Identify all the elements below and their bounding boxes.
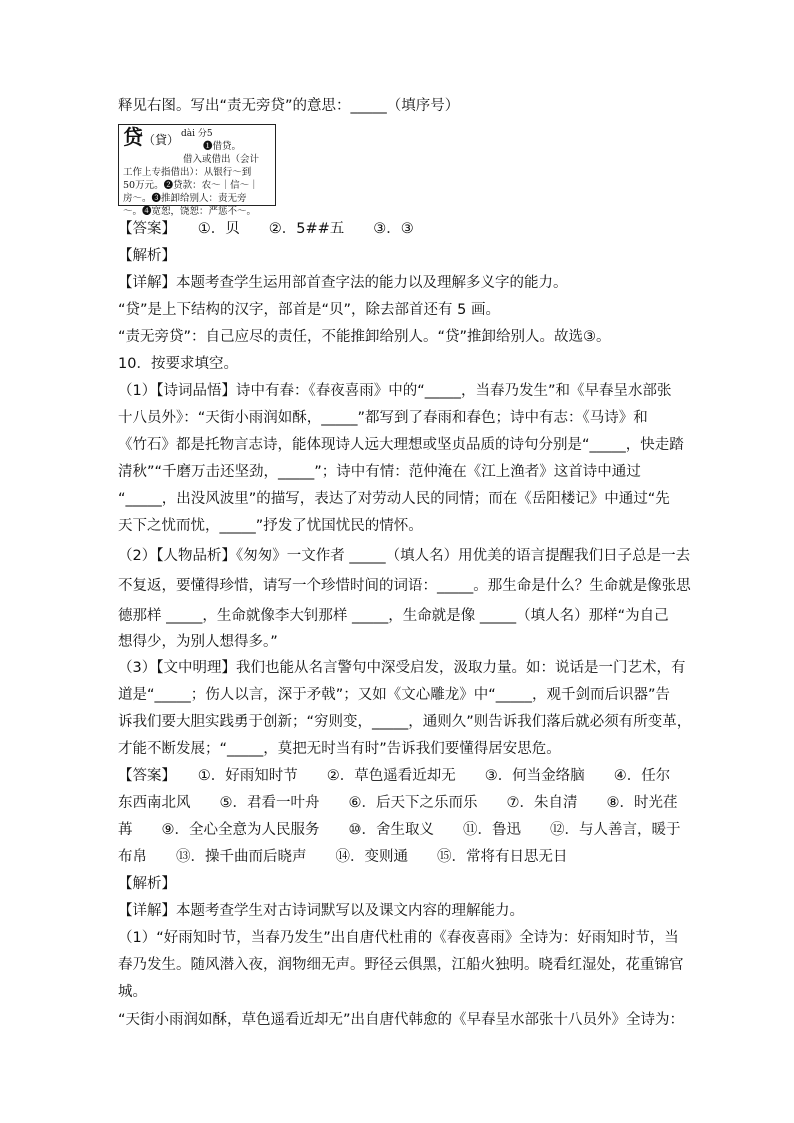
text-line: 天下之忧而忧，_____”抒发了忧国忧民的情怀。 [118,518,423,534]
text-line: 《竹石》都是托物言志诗，能体现诗人远大理想或坚贞品质的诗句分别是“_____，快走踏 [118,437,684,453]
text-line: “_____，出没风波里”的描写，表达了对劳动人民的同情；而在《岳阳楼记》中通过“先 [118,491,670,507]
answer-line: 【答案】 ①．好雨知时节 ②．草色遥看近却无 ③．何当金络脑 ④．任尔 [118,768,671,784]
text-line: （1）【诗词品悟】诗中有春：《春夜喜雨》中的“_____，当春乃发生”和《早春呈水部张 [118,383,672,399]
text-line: （2）【人物品析】《匆匆》一文作者 _____（填人名）用优美的语言提醒我们日子总是一去 [118,548,691,564]
text-line: “贷”是上下结构的汉字，部首是“贝”，除去部首还有 5 画。 [118,302,500,318]
text-line: （1）“好雨知时节，当春乃发生”出自唐代杜甫的《春夜喜雨》全诗为：好雨知时节，当 [118,930,679,946]
answer-line: 布帛 ⑬．操千曲而后晓声 ⑭．变则通 ⑮．常将有日思无日 [118,849,568,865]
text-line: 城。 [118,984,147,1000]
question-title: 10．按要求填空。 [118,356,238,372]
dict-headword: 贷（貸） [123,125,180,149]
text-line: 道是“_____；伤人以言，深于矛戟”；又如《文心雕龙》中“_____，观千剑而后识器”告 [118,687,671,703]
analysis-heading: 【解析】 [118,876,176,892]
text-line: 才能不断发展；“_____，莫把无时当有时”告诉我们要懂得居安思危。 [118,741,561,757]
dict-definition: ❶借贷。 借入或借出（会计 工作上专指借出）：从银行～到 50万元。❷贷款：农～｜信～｜ 房～。❸推卸给别人：责无旁 ～。❹宽恕，饶恕：严惩不～。 [123,141,260,217]
text-line: 德那样 _____，生命就像李大钊那样 _____，生命就是像 _____（填人名）那样“为自己 [118,608,669,624]
dict-pronunciation: dài 分5 [181,129,213,139]
text-line: 春乃发生。随风潜入夜，润物细无声。野径云俱黑，江船火独明。晓看红湿处，花重锦官 [118,957,684,973]
text-line: 【详解】本题考查学生运用部首查字法的能力以及理解多义字的能力。 [118,275,568,291]
text-line: “责无旁贷”：自己应尽的责任，不能推卸给别人。“贷”推卸给别人。故选③。 [118,329,611,345]
text-line: 清秋”“千磨万击还坚劲，_____”；诗中有情：范仲淹在《江上渔者》这首诗中通过 [118,464,641,480]
text-line: 想得少，为别人想得多。” [118,634,278,650]
text-line: 释见右图。写出“责无旁贷”的意思：_____（填序号） [118,98,460,114]
text-line: 不复返，要懂得珍惜，请写一个珍惜时间的词语：_____。那生命是什么？生命就是像张思 [118,578,691,594]
text-line: “天街小雨润如酥，草色遥看近却无”出自唐代韩愈的《早春呈水部张十八员外》全诗为： [118,1012,685,1028]
text-line: 诉我们要大胆实践勇于创新；“穷则变，_____，通则久”则告诉我们落后就必须有所变革， [118,714,692,730]
dictionary-excerpt-image [118,124,276,217]
analysis-heading: 【解析】 [118,248,176,264]
answer-line: 苒 ⑨．全心全意为人民服务 ⑩．舍生取义 ⑪．鲁迅 ⑫．与人善言，暖于 [118,822,681,838]
text-line: （3）【文中明理】我们也能从名言警句中深受启发，汲取力量。如：说话是一门艺术，有 [118,660,686,676]
text-line: 十八员外》：“天街小雨润如酥，_____”都写到了春雨和春色；诗中有志：《马诗》和 [118,410,648,426]
answer-line: 【答案】 ①．贝 ②．5##五 ③．③ [118,221,414,237]
text-line: 【详解】本题考查学生对古诗词默写以及课文内容的理解能力。 [118,903,524,919]
answer-line: 东西南北风 ⑤．君看一叶舟 ⑥．后天下之乐而乐 ⑦．朱自清 ⑧．时光荏 [118,795,678,811]
